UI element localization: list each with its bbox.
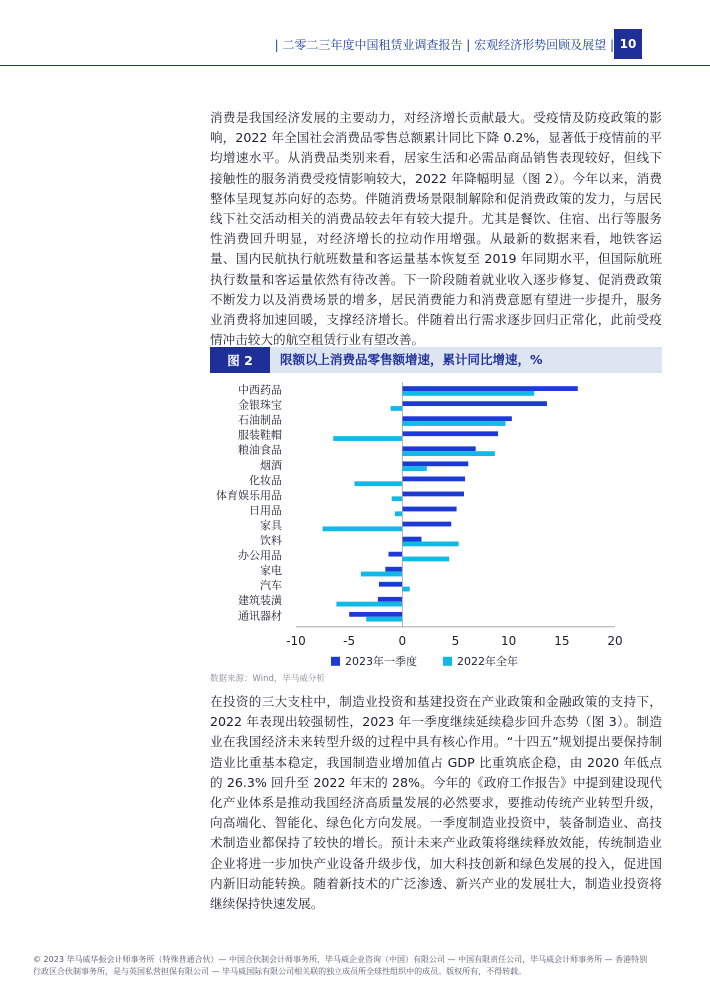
bar-2023q1 (349, 612, 402, 617)
bar-2023q1 (402, 507, 456, 512)
category-label: 石油制品 (238, 413, 282, 427)
figure-title: 限额以上消费品零售额增速，累计同比增速，% (280, 352, 543, 367)
category-label: 建筑装潢 (238, 594, 282, 608)
bar-2022 (336, 602, 402, 607)
bar-2023q1 (402, 416, 512, 421)
bar-2022 (333, 436, 402, 441)
category-label: 金银珠宝 (238, 398, 282, 412)
retail-growth-bar-chart (205, 378, 655, 672)
bar-2022 (402, 542, 458, 547)
category-label: 饮料 (260, 534, 282, 547)
category-label: 服装鞋帽 (238, 428, 282, 442)
bar-2023q1 (402, 386, 577, 391)
bar-2023q1 (379, 582, 402, 587)
category-label: 日用品 (249, 503, 282, 517)
bar-2022 (354, 481, 402, 486)
category-label: 家具 (260, 518, 282, 532)
legend-swatch (331, 657, 340, 666)
bar-2023q1 (402, 537, 421, 542)
bar-2022 (361, 572, 402, 577)
bar-2022 (402, 391, 534, 396)
legend-label: 2023年一季度 (345, 654, 417, 668)
category-label: 粮油食品 (238, 443, 282, 457)
bar-2023q1 (402, 477, 465, 482)
bar-2023q1 (402, 401, 547, 406)
header-divider (0, 65, 710, 66)
x-tick-label: 15 (554, 633, 570, 648)
figure-caption-bar (210, 347, 662, 373)
category-label: 体育娱乐用品 (216, 488, 282, 502)
category-label: 化妆品 (249, 473, 282, 487)
bar-2022 (402, 466, 426, 471)
legend-label: 2022年全年 (457, 654, 518, 668)
category-label: 家电 (260, 564, 282, 578)
bar-2022 (391, 406, 403, 411)
legend-swatch (443, 657, 452, 666)
bar-2023q1 (402, 461, 468, 466)
paragraph-consumption: 消费是我国经济发展的主要动力，对经济增长贡献最大。受疫情及防疫政策的影响，2022 年全国社会消费品零售总额累计同比下降 0.2%，显著低于疫情前的平均增速水平。从消费品类别来看，居家生活和必需品商品销售表现较好，但线下接触性的服务消费受疫情影响较大，2022 年降幅明显（图 2）。今年以来，消费整体呈现复苏向好的态势。伴随消费场景限制解除和促消费政策的发力，与居民线下社交活动相关的消费品较去年有较大提升。尤其是餐饮、住宿、出行等服务性消费回升明显，对经济增长的拉动作用增强。从最新的数据来看，地铁客运量、国内民航执行航班数量和客运量基本恢复至 2019 年同期水平，但国际航班执行数量和客运量依然有待改善。下一阶段随着就业收入逐步修复、促消费政策不断发力以及消费场景的增多，居民消费能力和消费意愿有望进一步提升，服务业消费将加速回暖，支撑经济增长。伴随着出行需求逐步回归正常化，此前受疫情冲击较大的航空租赁行业有望改善。 (210, 110, 662, 348)
bar-2023q1 (402, 522, 451, 527)
paragraph-investment: 在投资的三大支柱中，制造业投资和基建投资在产业政策和金融政策的支持下，2022 年表现出较强韧性，2023 年一季度继续延续稳步回升态势（图 3）。制造业在我国经济未来转型升级的过程中具有核心作用。“十四五”规划提出要保持制造业比重基本稳定，我国制造业增加值占 GDP 比重筑底企稳，由 2020 年低点的 26.3% 回升至 2022 年末的 28%。今年的《政府工作报告》中提到建设现代化产业体系是推动我国经济高质量发展的必然要求，要推动传统产业转型升级，向高端化、智能化、绿色化方向发展。一季度制造业投资中，装备制造业、高技术制造业都保持了较快的增长。预计未来产业政策将继续释放效能，传统制造业企业将进一步加快产业设备升级步伐，加大科技创新和绿色发展的投入，促进国内新旧动能转换。随着新技术的广泛渗透、新兴产业的发展壮大，制造业投资将继续保持快速发展。 (210, 694, 662, 912)
category-label: 烟酒 (260, 458, 282, 472)
bar-2023q1 (402, 492, 464, 497)
category-label: 办公用品 (238, 549, 282, 563)
figure-number: 图 2 (210, 347, 270, 373)
bar-2023q1 (402, 446, 475, 451)
bar-2022 (402, 451, 495, 456)
category-label: 通讯器材 (238, 609, 282, 623)
bar-2023q1 (385, 567, 402, 572)
bar-2022 (323, 526, 403, 531)
figure-source: 数据来源：Wind，毕马威分析 (210, 674, 325, 684)
x-tick-label: 0 (398, 633, 407, 648)
bar-2022 (402, 421, 505, 426)
bar-2022 (402, 587, 409, 592)
category-label: 汽车 (260, 579, 282, 593)
page-number-badge: 10 (614, 29, 642, 59)
bar-2023q1 (389, 552, 403, 557)
bar-2022 (402, 557, 449, 562)
bar-2023q1 (378, 597, 402, 602)
x-tick-label: -5 (343, 633, 356, 648)
x-tick-label: 5 (451, 633, 460, 648)
category-label: 中西药品 (238, 383, 282, 397)
bar-2023q1 (402, 431, 498, 436)
bar-2022 (392, 496, 403, 501)
footer-copyright-line-2: 行政区合伙制事务所，是与英国私营担保有限公司 — 毕马威国际有限公司相关联的独立成员所全球性组织中的成员。版权所有，不得转载。 (33, 967, 527, 976)
bar-2022 (395, 511, 402, 516)
x-tick-label: 20 (607, 633, 623, 648)
x-tick-label: 10 (501, 633, 517, 648)
x-tick-label: -10 (286, 633, 306, 648)
footer-copyright-line-1: © 2023 毕马威华振会计师事务所（特殊普通合伙）— 中国合伙制会计师事务所，毕马威企业咨询（中国）有限公司 — 中国有限责任公司，毕马威会计师事务所 — 香港特别 (33, 955, 648, 964)
bar-2022 (366, 617, 402, 622)
report-header-title: | 二零二三年度中国租赁业调查报告 | 宏观经济形势回顾及展望 | (274, 38, 614, 52)
